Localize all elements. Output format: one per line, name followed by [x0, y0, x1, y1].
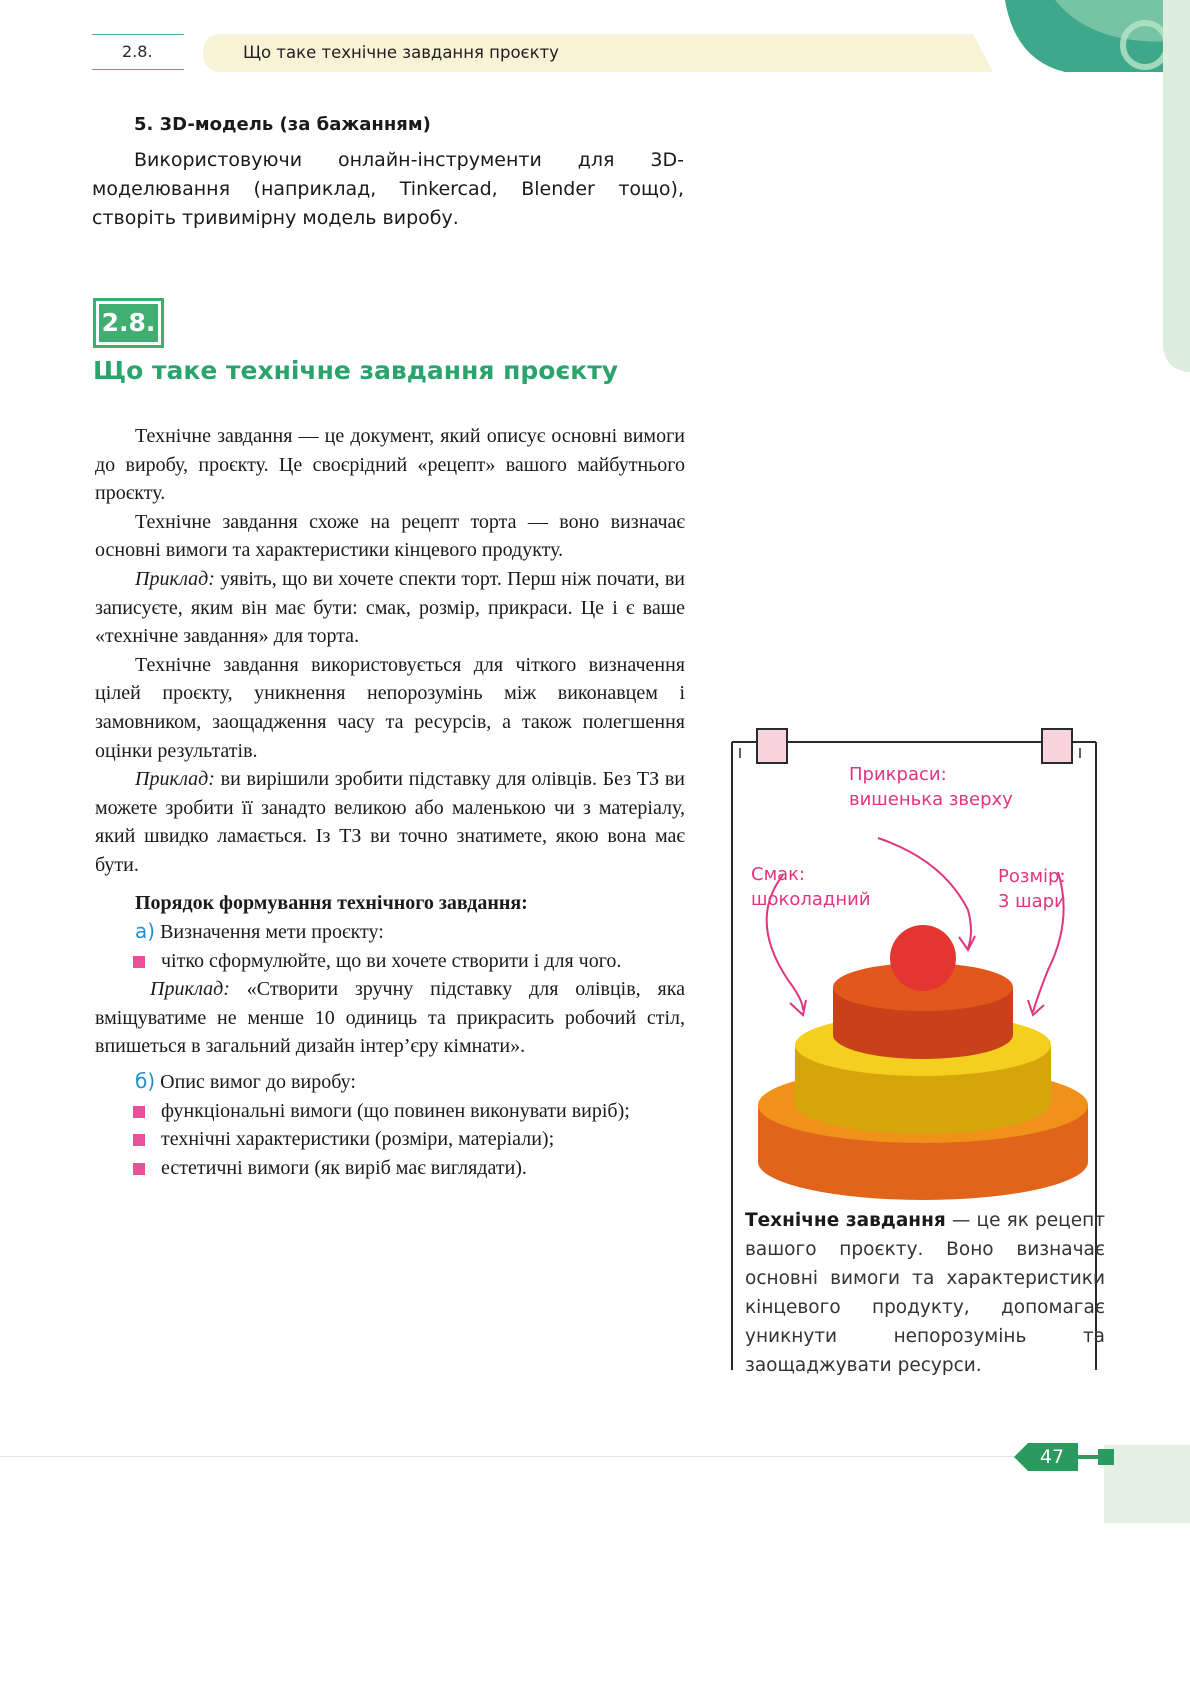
step-a-text: Визначення мети проєкту: [155, 921, 384, 944]
bottom-tab-decoration [1104, 1445, 1190, 1523]
example-lead: Приклад: [135, 768, 215, 791]
list-item: естетичні вимоги (як виріб має виглядати). [161, 1154, 685, 1183]
label-size-title: Розмір: [998, 866, 1066, 887]
task-heading: 5. 3D-модель (за бажанням) [134, 114, 431, 135]
step-a-letter: а) [135, 919, 156, 944]
example-lead: Приклад: [135, 567, 215, 590]
caption-text: — це як рецепт вашого проєкту. Воно визначає основні вимоги та характеристики кінцевого продукту, допомагає уникнути непорозумінь та заощаджувати ресурси. [745, 1210, 1105, 1376]
step-b-letter: б) [135, 1069, 156, 1094]
label-taste-value: шоколадний [751, 889, 871, 910]
caption-term: Технічне завдання [745, 1210, 946, 1231]
step-b-label [95, 1067, 685, 1097]
illustration-caption [745, 1206, 1105, 1380]
list-item: технічні характеристики (розміри, матеріали); [161, 1125, 685, 1154]
section-badge [93, 298, 164, 348]
page-number-badge [1014, 1443, 1114, 1471]
label-taste [751, 862, 871, 912]
main-text-column [95, 422, 685, 1182]
section-title: Що таке технічне завдання проєкту [93, 356, 619, 385]
header-section-number: 2.8. [92, 34, 184, 70]
example-text: «Створити зручну підставку для олівців, яка вміщуватиме не менше 10 одиниць та прикрасить робочий стіл, впишеться в загальний дизайн інтер’єру кімнати». [95, 978, 685, 1058]
label-size-value: 3 шари [998, 891, 1066, 912]
paragraph-definition: Технічне завдання — це документ, який описує основні вимоги до виробу, проєкту. Це своєрідний «рецепт» вашого майбутнього проєкту. [95, 425, 685, 505]
tape-left [757, 729, 787, 763]
footer-divider [0, 1456, 1104, 1457]
label-decoration [849, 762, 1013, 812]
page-number: 47 [1039, 1446, 1065, 1468]
paragraph-example-goal [95, 975, 685, 1061]
tape-right [1042, 729, 1072, 763]
section-badge-number: 2.8. [99, 304, 158, 342]
label-taste-title: Смак: [751, 864, 806, 885]
example-text: уявіть, що ви хочете спекти торт. Перш ніж почати, ви записуєте, яким він має бути: смак, розмір, прикраси. Це і є ваше «технічне завдання» для торта. [95, 567, 685, 648]
step-b-text: Опис вимог до виробу: [155, 1071, 356, 1094]
header-running-title: Що таке технічне завдання проєкту [243, 43, 559, 62]
list-item: функціональні вимоги (що повинен виконувати виріб); [161, 1097, 685, 1126]
paragraph-recipe: Технічне завдання схоже на рецепт торта — воно визначає основні вимоги та характеристики кінцевого продукту. [95, 510, 685, 562]
label-decoration-title: Прикраси: [849, 764, 947, 785]
paragraph-purpose: Технічне завдання використовується для чіткого визначення цілей проєкту, уникнення непорозумінь між виконавцем і замовником, заощадження часу та ресурсів, а також полегшення оцінки результатів. [95, 653, 685, 762]
side-tab-decoration [1163, 0, 1190, 372]
example-lead: Приклад: [150, 978, 230, 1001]
list-item: чітко сформулюйте, що ви хочете створити і для чого. [161, 947, 685, 976]
step-a-list [95, 947, 685, 976]
step-b-list [95, 1097, 685, 1183]
task-text: Використовуючи онлайн-інструменти для 3D-моделювання (наприклад, Tinkercad, Blender тощо), створіть тривимірну модель виробу. [92, 149, 684, 229]
cherry [890, 925, 956, 991]
label-decoration-value: вишенька зверху [849, 789, 1013, 810]
step-a-label [95, 917, 685, 947]
paragraph-example-cake [95, 565, 685, 651]
order-heading: Порядок формування технічного завдання: [135, 891, 528, 914]
example-text: ви вирішили зробити підставку для олівців. Без ТЗ ви можете зробити її занадто великою або маленькою чи з матеріалу, який швидко ламається. Із ТЗ ви точно знатимете, якою вона має бути. [95, 768, 685, 876]
paragraph-example-stand [95, 765, 685, 879]
header-band [203, 34, 993, 72]
label-size [998, 864, 1066, 914]
